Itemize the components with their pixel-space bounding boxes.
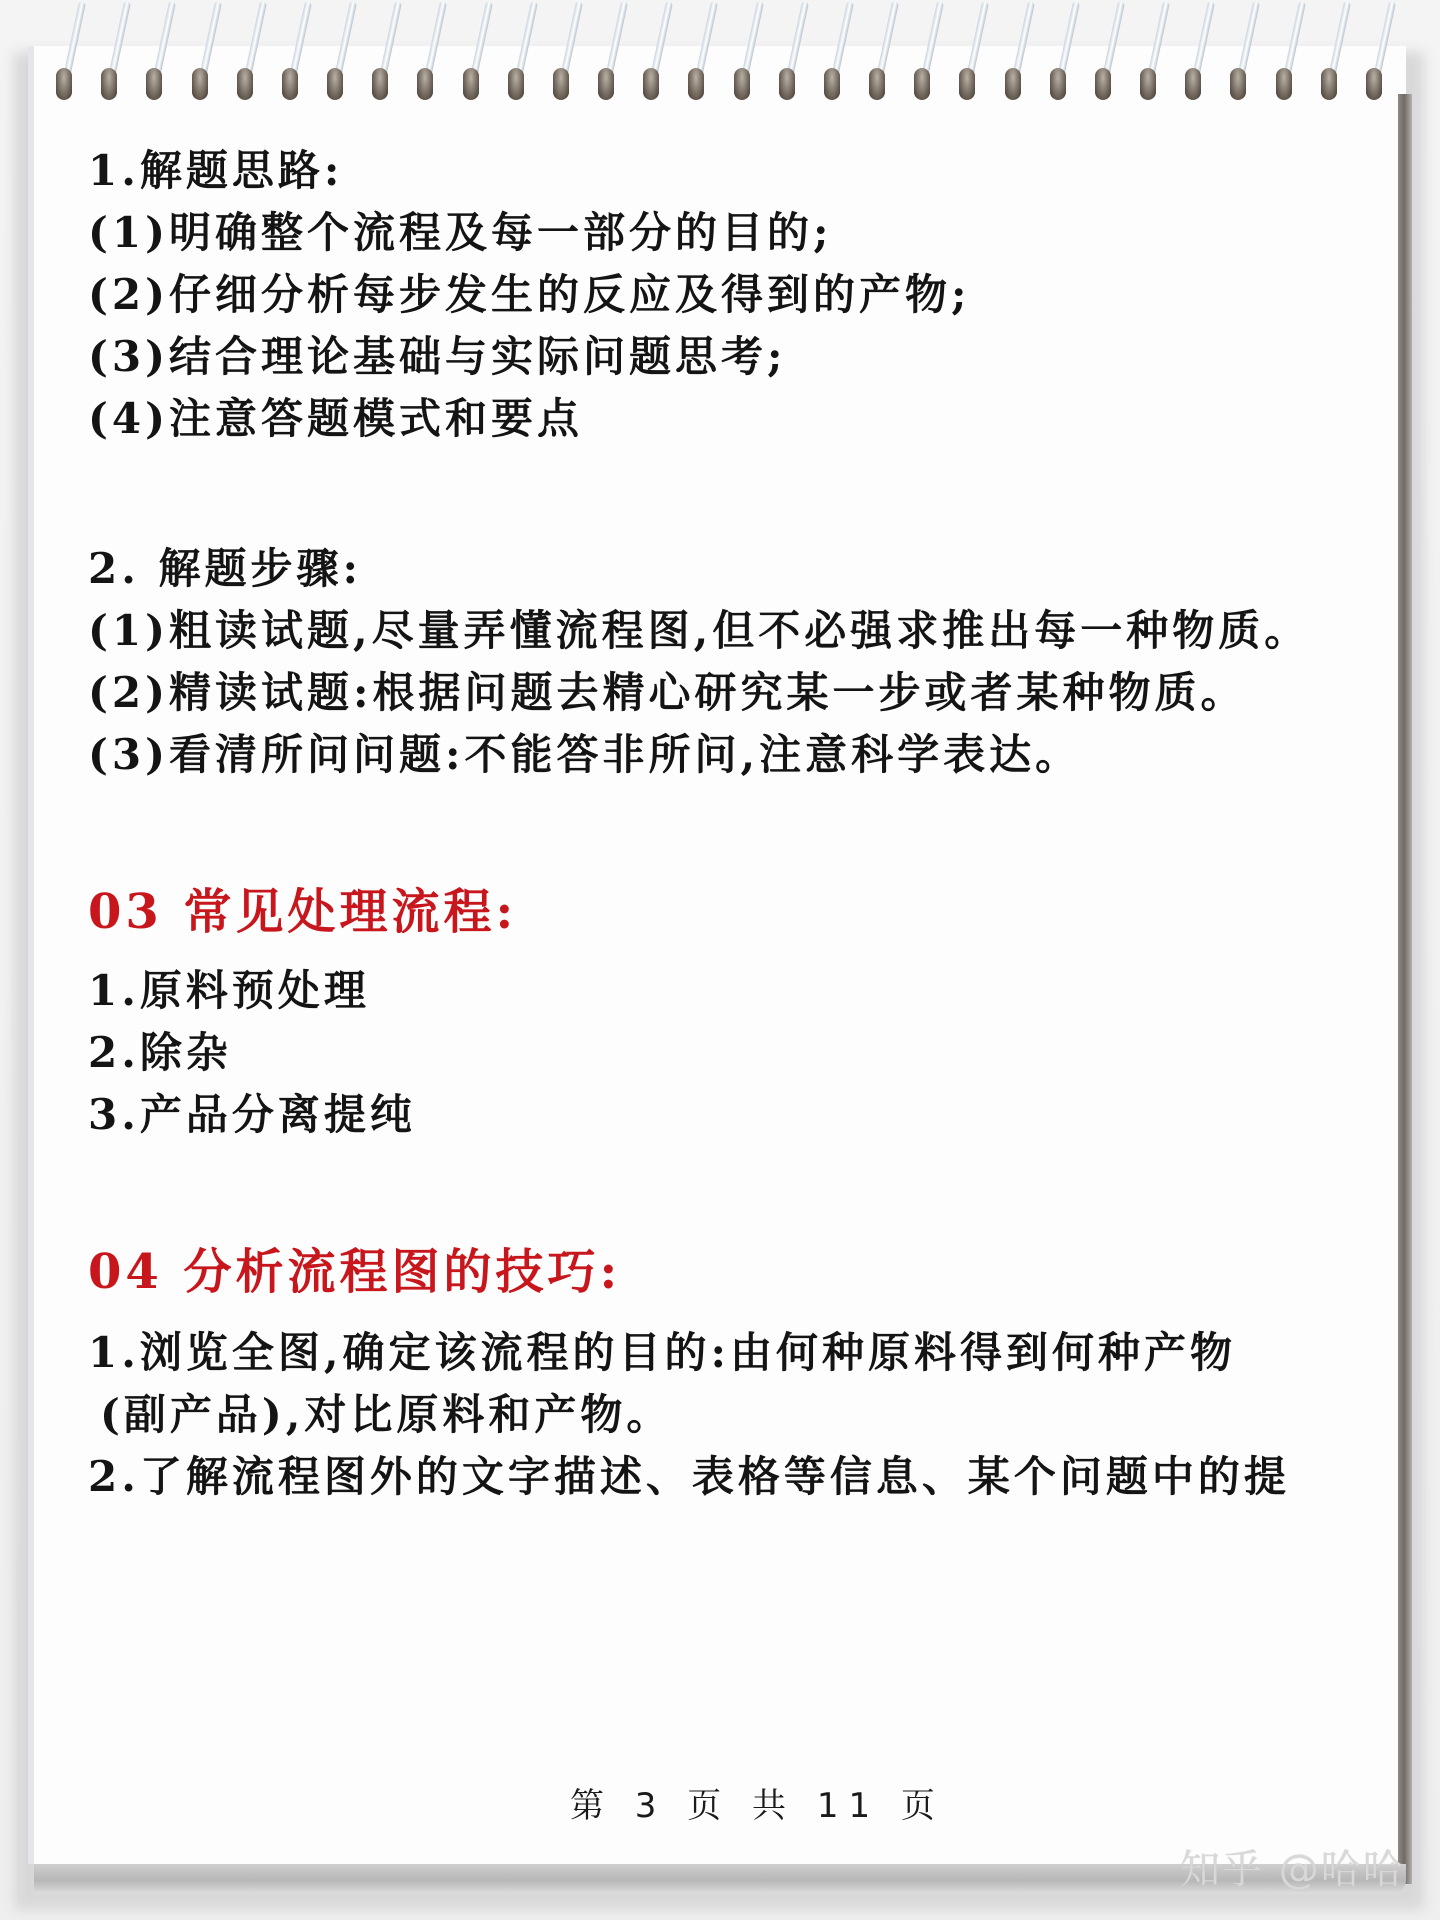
spiral-ring [140, 0, 168, 110]
list-item-continuation: (副产品),对比原料和产物。 [100, 1390, 673, 1439]
list-item: (2)仔细分析每步发生的反应及得到的产物; [88, 270, 971, 319]
punch-hole [372, 68, 388, 100]
spiral-ring [95, 0, 123, 110]
heading-flowchart-tips: 04 分析流程图的技巧: [88, 1244, 622, 1300]
list-item: (3)看清所问问题:不能答非所问,注意科学表达。 [88, 730, 1082, 779]
spiral-ring [1179, 0, 1207, 110]
heading-common-process: 03 常见处理流程: [88, 884, 518, 940]
spiral-ring [1044, 0, 1072, 110]
spiral-ring [1315, 0, 1343, 110]
spiral-ring [999, 0, 1027, 110]
spiral-ring [50, 0, 78, 110]
spiral-ring [276, 0, 304, 110]
punch-hole [914, 68, 930, 100]
spiral-ring [321, 0, 349, 110]
punch-hole [237, 68, 253, 100]
punch-hole [1050, 68, 1066, 100]
punch-hole [1140, 68, 1156, 100]
spiral-ring [457, 0, 485, 110]
punch-hole [824, 68, 840, 100]
punch-hole [1276, 68, 1292, 100]
page-indicator: 第 3 页 共 11 页 [570, 1786, 945, 1826]
spiral-ring [592, 0, 620, 110]
punch-hole [1005, 68, 1021, 100]
punch-hole [779, 68, 795, 100]
spiral-ring [366, 0, 394, 110]
spiral-ring [682, 0, 710, 110]
punch-hole [101, 68, 117, 100]
spiral-ring [818, 0, 846, 110]
list-item: 2.除杂 [88, 1028, 232, 1077]
watermark: 知乎 @哈哈 [1180, 1847, 1405, 1893]
punch-hole [734, 68, 750, 100]
punch-hole [56, 68, 72, 100]
punch-hole [417, 68, 433, 100]
list-item: (4)注意答题模式和要点 [88, 394, 583, 443]
spiral-ring [773, 0, 801, 110]
spiral-ring [863, 0, 891, 110]
list-item: 2.了解流程图外的文字描述、表格等信息、某个问题中的提 [88, 1452, 1290, 1501]
notes-content [88, 140, 1388, 1508]
spiral-ring [1134, 0, 1162, 110]
spiral-ring [1089, 0, 1117, 110]
spiral-ring [1360, 0, 1388, 110]
list-item: (2)精读试题:根据问题去精心研究某一步或者某种物质。 [88, 668, 1247, 717]
punch-hole [1185, 68, 1201, 100]
spiral-ring [908, 0, 936, 110]
punch-hole [508, 68, 524, 100]
punch-hole [463, 68, 479, 100]
punch-hole [1321, 68, 1337, 100]
punch-hole [959, 68, 975, 100]
list-item: 3.产品分离提纯 [88, 1090, 416, 1139]
spiral-ring [637, 0, 665, 110]
spiral-ring [502, 0, 530, 110]
section-title-solving-approach: 1.解题思路: [88, 146, 344, 195]
spiral-ring [231, 0, 259, 110]
section-title-solving-steps: 2. 解题步骤: [88, 544, 362, 593]
spiral-ring [953, 0, 981, 110]
spiral-ring [411, 0, 439, 110]
list-item: (1)明确整个流程及每一部分的目的; [88, 208, 833, 257]
punch-hole [1095, 68, 1111, 100]
punch-hole [688, 68, 704, 100]
list-item: (3)结合理论基础与实际问题思考; [88, 332, 787, 381]
spiral-ring [1270, 0, 1298, 110]
list-item: 1.原料预处理 [88, 966, 370, 1015]
list-item: (1)粗读试题,尽量弄懂流程图,但不必强求推出每一种物质。 [88, 606, 1311, 655]
spiral-ring [728, 0, 756, 110]
punch-hole [146, 68, 162, 100]
page-stack-edge-right [1398, 94, 1412, 1884]
punch-hole [598, 68, 614, 100]
spiral-ring [547, 0, 575, 110]
punch-hole [869, 68, 885, 100]
list-item: 1.浏览全图,确定该流程的目的:由何种原料得到何种产物 [88, 1328, 1236, 1377]
spiral-ring [1224, 0, 1252, 110]
punch-hole [1230, 68, 1246, 100]
spiral-ring [186, 0, 214, 110]
punch-hole [282, 68, 298, 100]
punch-hole [643, 68, 659, 100]
punch-hole [553, 68, 569, 100]
punch-hole [1366, 68, 1382, 100]
spiral-binding [44, 0, 1394, 110]
punch-hole [192, 68, 208, 100]
punch-hole [327, 68, 343, 100]
